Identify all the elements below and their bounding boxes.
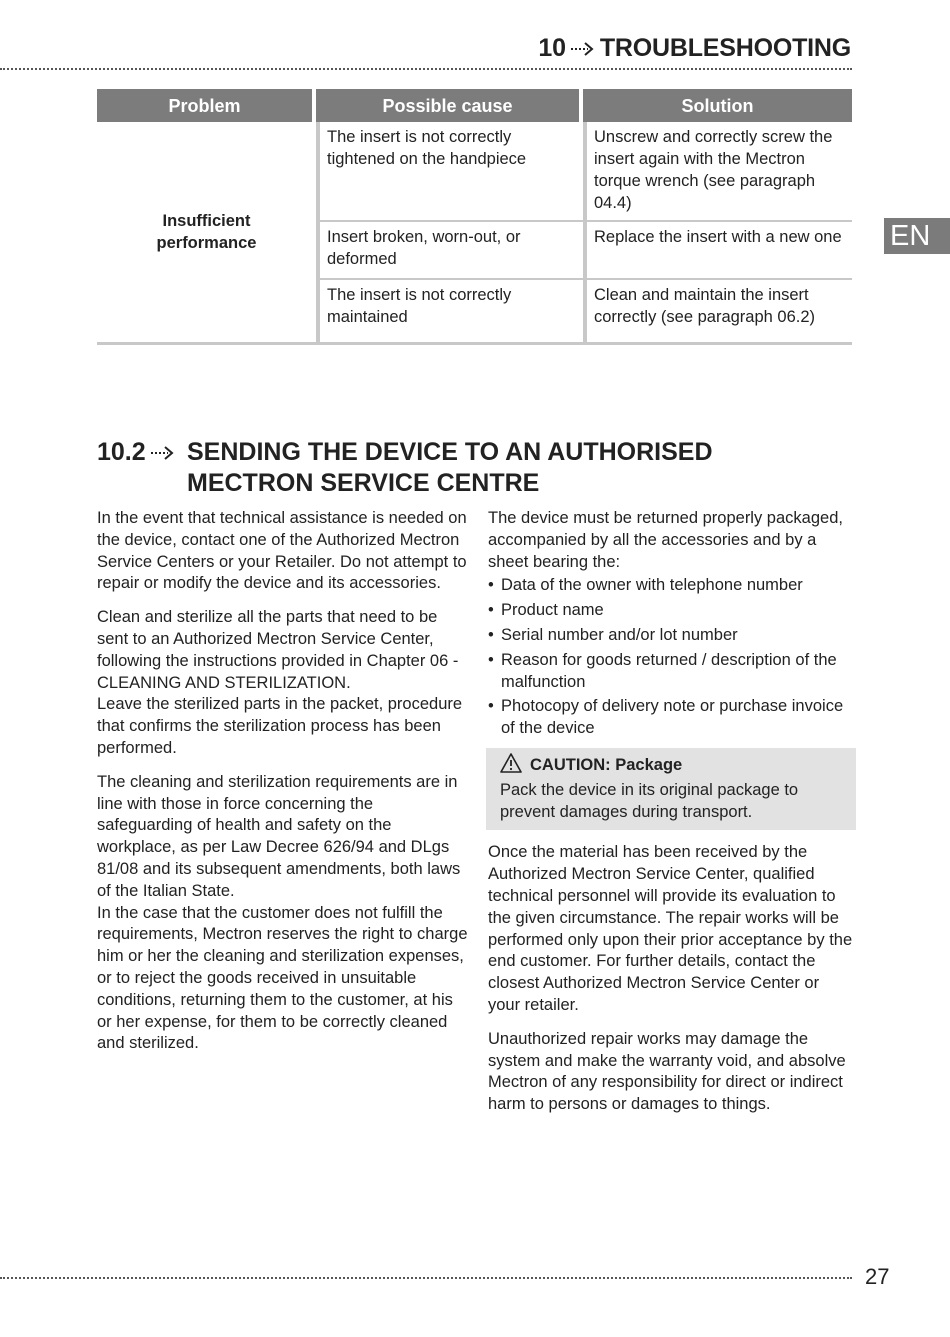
section-number: 10.2 — [97, 438, 146, 466]
paragraph: The device must be returned properly packaged, accompanied by all the accessories and by a sheet bearing the: — [488, 509, 843, 571]
paragraph: Once the material has been received by the Authorized Mectron Service Center, qualified technical personnel will provide its evaluation to the given circumstance. The repair works will be performed only upon their prior acceptance by the end customer. For further details, contact the closest Authorized Mectron Service Center or your retailer. — [488, 843, 853, 1014]
dotted-arrow-icon — [570, 35, 596, 64]
table-header-row — [97, 89, 852, 122]
chapter-number: 10 — [538, 34, 566, 62]
cause-cell: The insert is not correctly maintained — [316, 280, 583, 345]
header-divider — [0, 68, 852, 70]
problem-text: Insufficient performance — [156, 212, 257, 252]
caution-text: Pack the device in its original package to prevent damages during transport. — [500, 780, 799, 821]
required-info-list — [488, 575, 854, 740]
paragraph: In the event that technical assistance is needed on the device, contact one of the Authorized Mectron Service Centers or your Retailer. Do not attempt to repair or modify the device and its accessories. — [97, 509, 467, 593]
caution-heading — [500, 753, 844, 780]
solution-cell: Unscrew and correctly screw the insert again with the Mectron torque wrench (see paragraph 04.4) — [583, 122, 852, 222]
cause-cell: Insert broken, worn-out, or deformed — [316, 222, 583, 280]
dotted-arrow-icon — [150, 438, 176, 468]
header-solution: Solution — [583, 89, 852, 122]
table-row — [97, 122, 852, 222]
header-possible-cause: Possible cause — [316, 89, 583, 122]
troubleshooting-table — [97, 89, 852, 345]
page-number: 27 — [865, 1264, 890, 1289]
caution-box — [486, 748, 856, 830]
left-column — [97, 508, 469, 1055]
footer-divider — [0, 1277, 852, 1279]
list-item: • Product name — [488, 600, 854, 622]
language-tab: EN — [884, 218, 950, 254]
section-title — [97, 437, 713, 498]
section-title-line1: SENDING THE DEVICE TO AN AUTHORISED — [187, 438, 713, 466]
list-item: • Data of the owner with telephone number — [488, 575, 854, 597]
solution-cell: Clean and maintain the insert correctly (see paragraph 06.2) — [583, 280, 852, 345]
section-title-line2: MECTRON SERVICE CENTRE — [187, 469, 540, 498]
paragraph: Unauthorized repair works may damage the system and make the warranty void, and absolve Mectron of any responsibility for direct or indirect harm to persons or damages to things. — [488, 1029, 846, 1114]
paragraph: Clean and sterilize all the parts that need to be sent to an Authorized Mectron Service Center, following the instructions provided in Chapter 06 - CLEANING AND STERILIZATION. Leave the sterilized parts in the packet, procedure that confirms the sterilization process has been performed. — [97, 608, 463, 757]
list-item: • Photocopy of delivery note or purchase invoice of the device — [488, 696, 854, 740]
list-item: • Serial number and/or lot number — [488, 625, 854, 647]
problem-cell — [97, 122, 316, 345]
chapter-header — [538, 34, 851, 64]
cause-cell: The insert is not correctly tightened on the handpiece — [316, 122, 583, 222]
chapter-title: TROUBLESHOOTING — [599, 34, 851, 62]
right-column — [488, 508, 854, 1116]
header-problem: Problem — [97, 89, 316, 122]
paragraph: The cleaning and sterilization requirements are in line with those in force concerning the safeguarding of health and safety on the workplace, as per Law Decree 626/94 and DLgs 81/08 and its subsequent amendments, both laws of the Italian State. In the case that the customer does not fulfill the requirements, Mectron reserves the right to charge him or her the cleaning and sterilization expenses, or to reject the goods received in unsuitable conditions, returning them to the customer, at his or her expense, for them to be correctly cleaned and sterilized. — [97, 772, 468, 1053]
list-item: • Reason for goods returned / description of the malfunction — [488, 650, 854, 694]
section-number-group — [97, 437, 187, 468]
caution-title: CAUTION: Package — [530, 756, 683, 775]
solution-cell: Replace the insert with a new one — [583, 222, 852, 280]
warning-triangle-icon — [500, 753, 522, 780]
